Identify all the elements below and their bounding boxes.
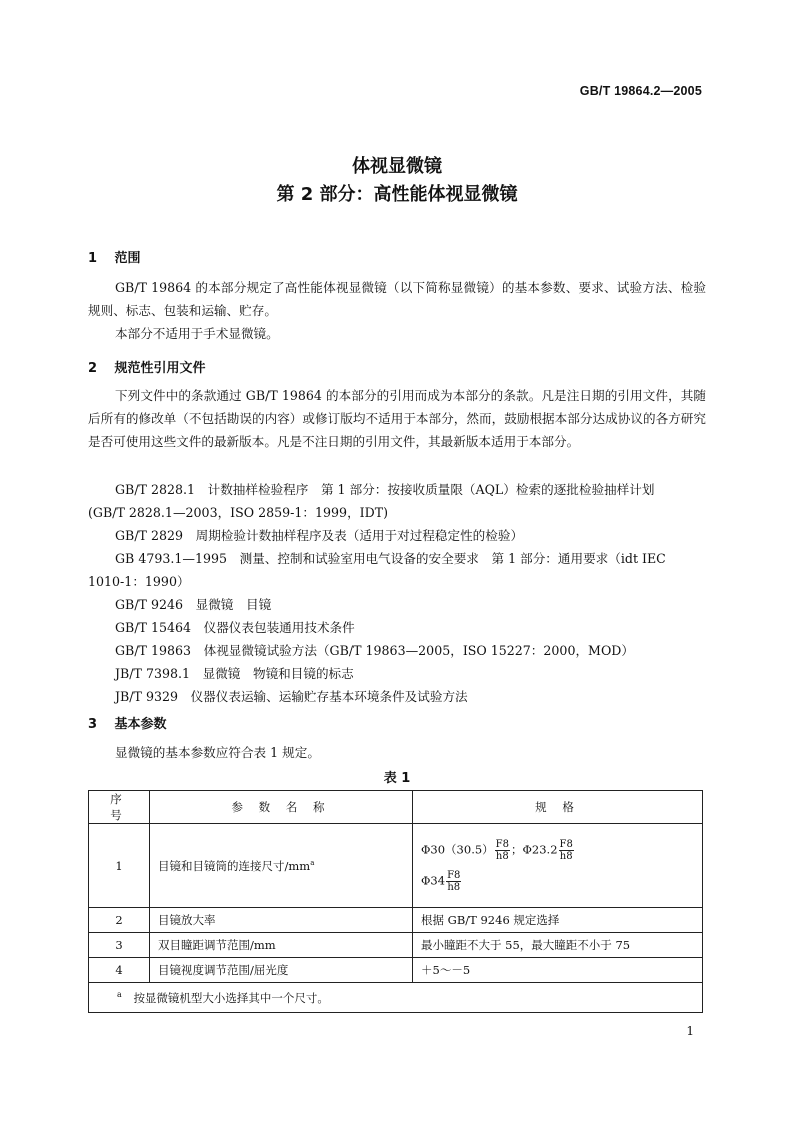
parameter-spec: [413, 824, 703, 908]
row-number: 4: [89, 958, 150, 983]
parameter-name: 目镜视度调节范围/屈光度: [150, 958, 413, 983]
row-number: 1: [89, 824, 150, 908]
section-number: 3: [88, 717, 98, 732]
page-number: 1: [686, 1024, 694, 1038]
table-header-row: [89, 791, 703, 824]
footnote-marker: a: [310, 858, 315, 867]
fraction-numerator: F8: [447, 869, 461, 881]
spec-text: Φ34: [421, 873, 446, 887]
reference-item: GB 4793.1—1995 测量、控制和试验室用电气设备的安全要求 第 1 部分：通用要求（idt IEC: [115, 551, 666, 566]
spec-text: Φ30（30.5）: [421, 842, 494, 856]
tolerance-fraction: [495, 839, 510, 862]
reference-item: GB/T 2829 周期检验计数抽样程序及表（适用于对过程稳定性的检验）: [115, 528, 524, 543]
tolerance-fraction: [559, 839, 574, 862]
reference-item: JB/T 7398.1 显微镜 物镜和目镜的标志: [115, 666, 354, 681]
column-header: 参 数 名 称: [150, 791, 413, 824]
fraction-numerator: F8: [559, 838, 573, 850]
section-title: 规范性引用文件: [114, 361, 206, 376]
spec-line: [421, 839, 694, 862]
table-row: [89, 824, 703, 908]
section-heading-basic-parameters: [88, 713, 167, 732]
parameter-spec: ＋5～－5: [413, 958, 703, 983]
parameter-name: 目镜放大率: [150, 908, 413, 933]
reference-item-continuation: 1010-1：1990）: [88, 574, 190, 589]
section-title: 范围: [114, 251, 141, 266]
fraction-denominator: h8: [495, 850, 509, 862]
footnote-marker: a: [117, 989, 122, 999]
normative-intro-paragraph: 下列文件中的条款通过 GB/T 19864 的本部分的引用而成为本部分的条款。凡是注日期的引用文件，其随后所有的修改单（不包括勘误的内容）或修订版均不适用于本部分，然而，鼓励根据本部分达成协议的各方研究是否可使用这些文件的最新版本。凡是不注日期的引用文件，其最新版本适用于本部分。: [88, 388, 706, 449]
reference-item: JB/T 9329 仪器仪表运输、运输贮存基本环境条件及试验方法: [115, 689, 468, 704]
document-title: 体视显微镜: [352, 156, 442, 177]
column-header: 规 格: [413, 791, 703, 824]
table-row: [89, 933, 703, 958]
spec-text: ；Φ23.2: [510, 842, 558, 856]
table-row: [89, 908, 703, 933]
section-number: 1: [88, 251, 98, 266]
standard-code: GB/T 19864.2—2005: [579, 84, 702, 98]
parameter-spec: 根据 GB/T 9246 规定选择: [413, 908, 703, 933]
table-row: [89, 958, 703, 983]
table-footnote-row: [89, 983, 703, 1013]
fraction-denominator: h8: [447, 881, 461, 893]
reference-item: GB/T 9246 显微镜 目镜: [115, 597, 272, 612]
reference-item: GB/T 2828.1 计数抽样检验程序 第 1 部分：按接收质量限（AQL）检索的逐批检验抽样计划: [115, 482, 655, 497]
fraction-denominator: h8: [559, 850, 573, 862]
reference-item: GB/T 15464 仪器仪表包装通用技术条件: [115, 620, 355, 635]
footnote-text: 按显微镜机型大小选择其中一个尺寸。: [133, 990, 329, 1005]
basic-params-intro: 显微镜的基本参数应符合表 1 规定。: [115, 745, 320, 760]
table-caption: 表 1: [383, 771, 411, 786]
section-heading-scope: [88, 247, 141, 266]
table-footnote: [89, 983, 703, 1013]
section-title: 基本参数: [114, 717, 167, 732]
fraction-numerator: F8: [495, 838, 509, 850]
column-header: 序 号: [89, 791, 150, 824]
row-number: 3: [89, 933, 150, 958]
reference-item: GB/T 19863 体视显微镜试验方法（GB/T 19863—2005，ISO 15227：2000，MOD）: [115, 643, 634, 658]
scope-paragraph: GB/T 19864 的本部分规定了高性能体视显微镜（以下简称显微镜）的基本参数、要求、试验方法、检验规则、标志、包装和运输、贮存。: [88, 280, 706, 318]
document-subtitle: 第 2 部分：高性能体视显微镜: [276, 184, 518, 205]
reference-item-continuation: (GB/T 2828.1—2003，ISO 2859-1：1999，IDT): [88, 505, 389, 520]
parameter-table: [88, 790, 703, 1013]
parameter-name: [150, 824, 413, 908]
section-heading-normative-references: [88, 357, 206, 376]
parameter-name-text: 目镜和目镜筒的连接尺寸/mm: [158, 858, 311, 873]
tolerance-fraction: [446, 870, 461, 893]
spec-line: [421, 870, 694, 893]
parameter-spec: 最小瞳距不大于 55，最大瞳距不小于 75: [413, 933, 703, 958]
parameter-name: 双目瞳距调节范围/mm: [150, 933, 413, 958]
row-number: 2: [89, 908, 150, 933]
scope-exclusion-paragraph: 本部分不适用于手术显微镜。: [115, 326, 279, 341]
section-number: 2: [88, 361, 98, 376]
